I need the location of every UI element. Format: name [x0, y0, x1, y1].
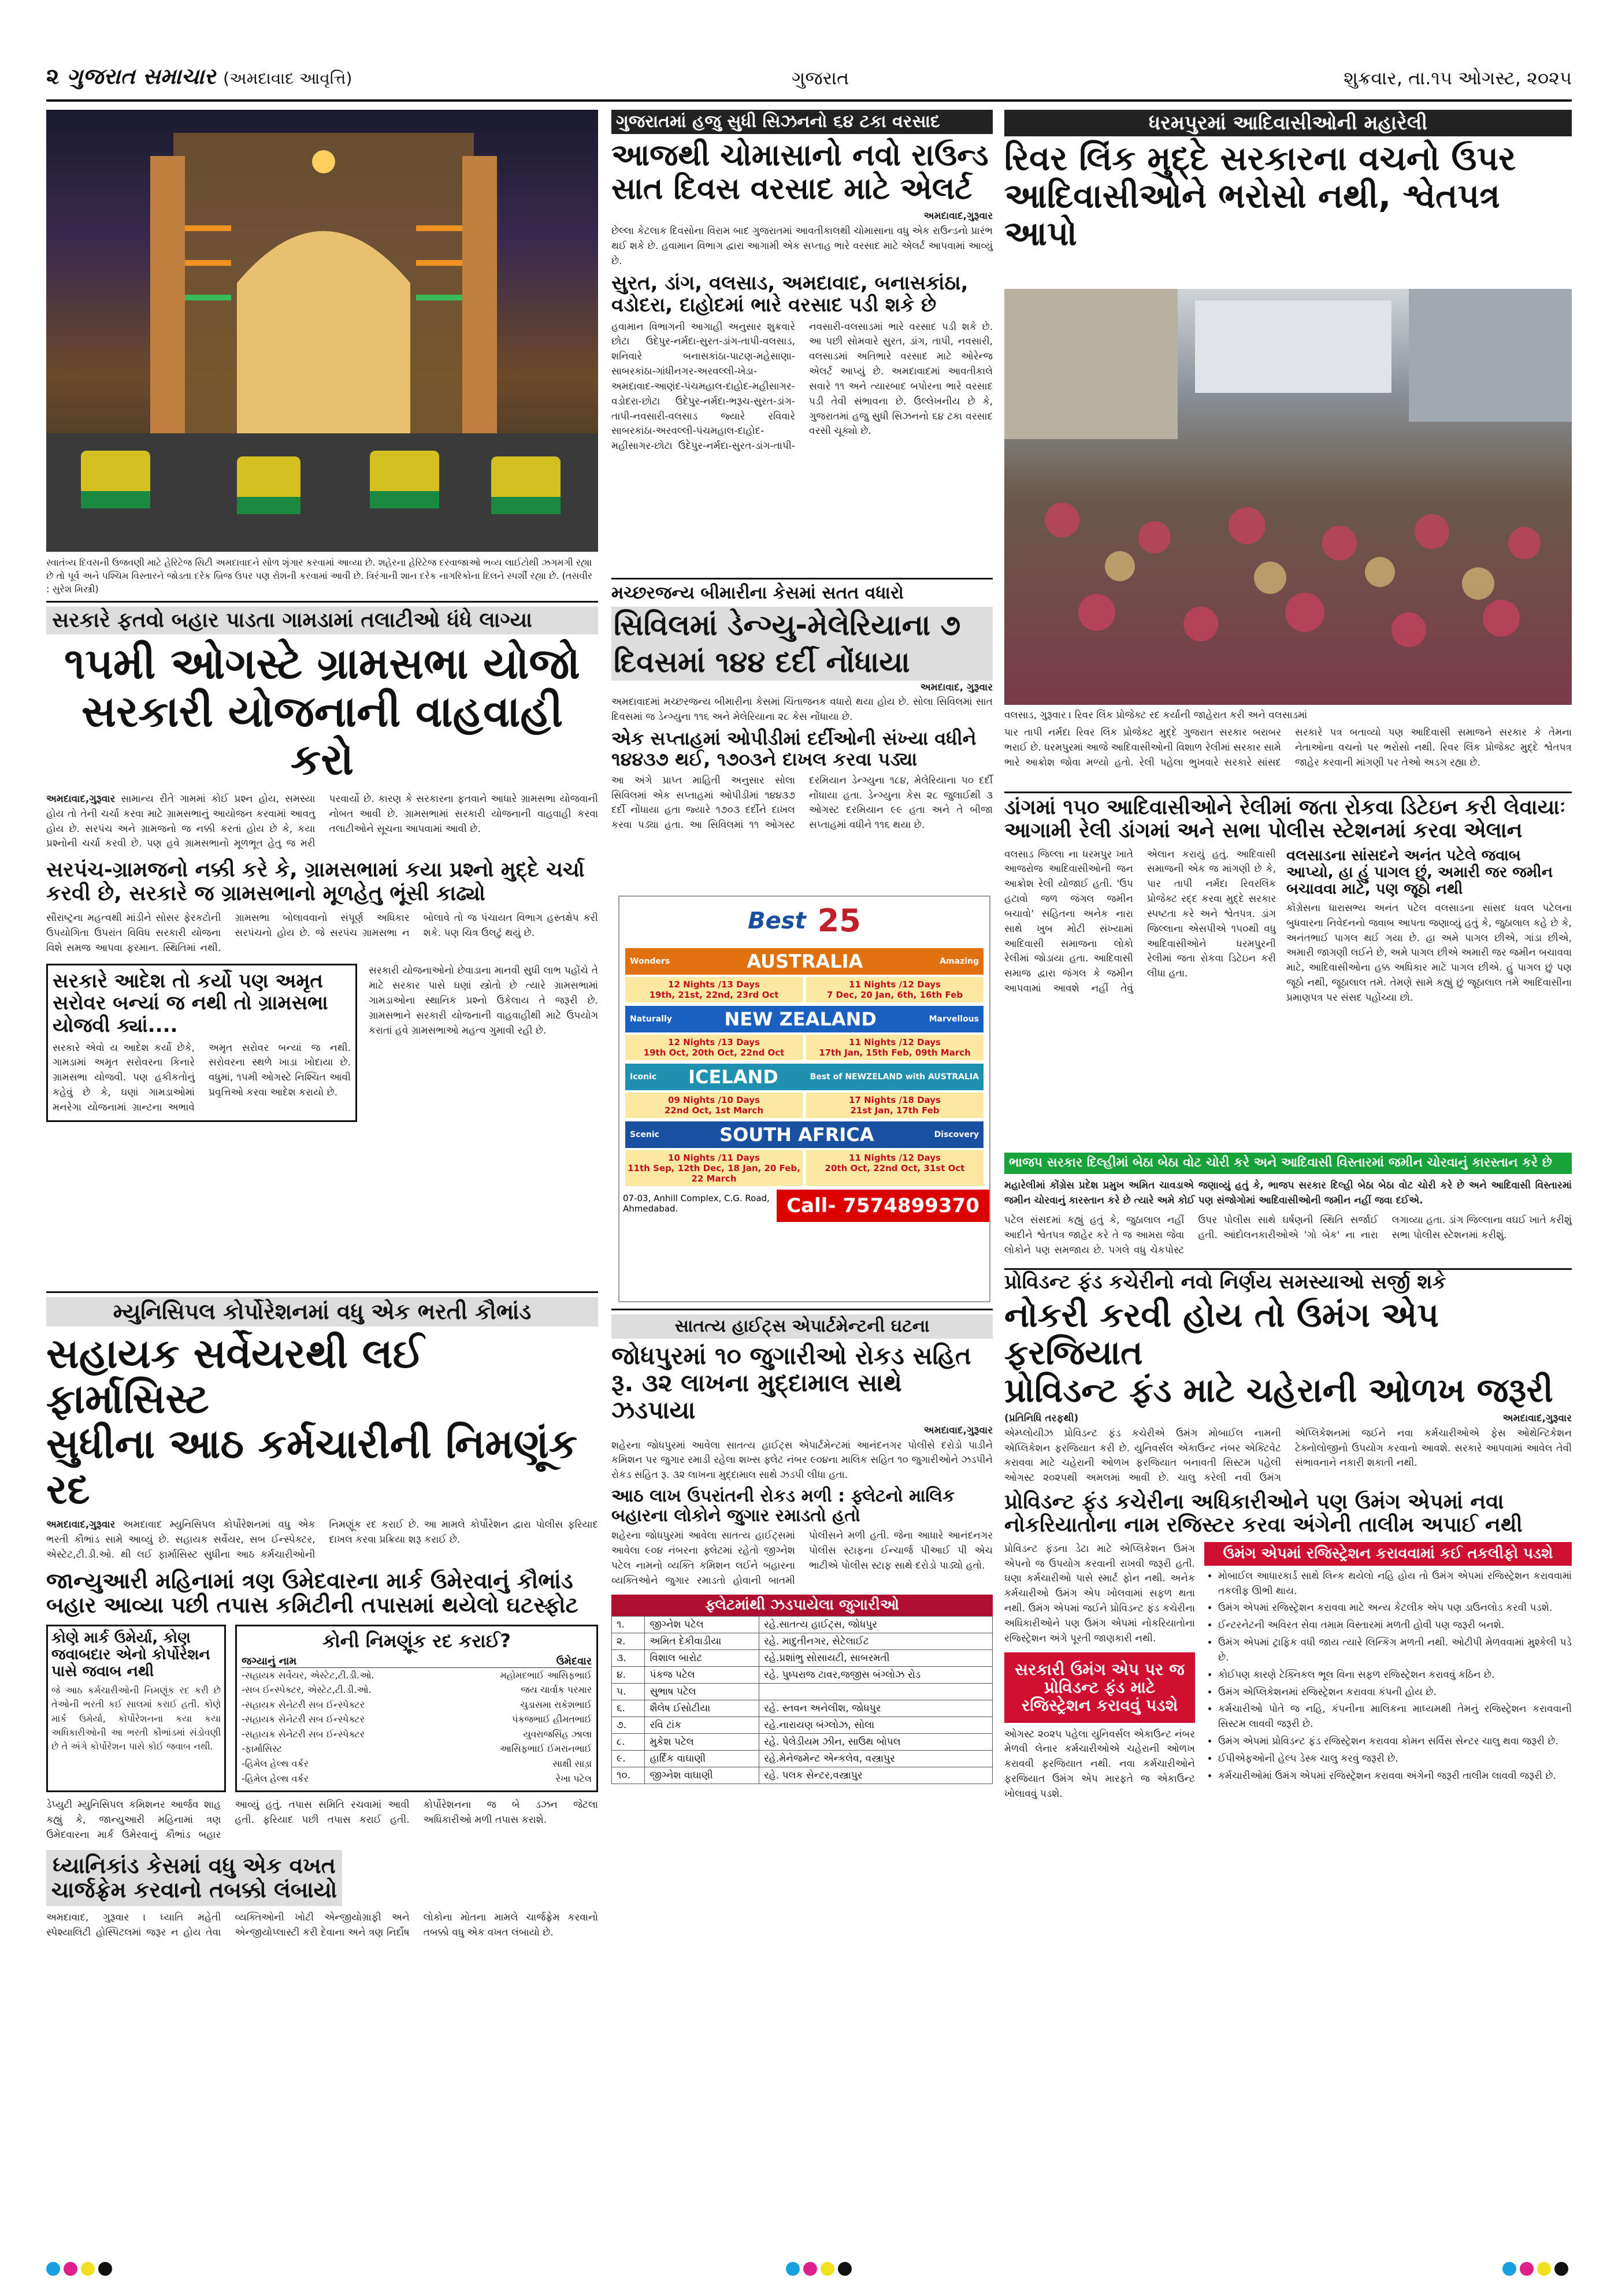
print-registration-marks: [1502, 2262, 1572, 2278]
row-number: ૨.: [612, 1633, 645, 1649]
ad-phone[interactable]: Call- 7574899370: [786, 1194, 979, 1217]
cancelled-row: [242, 1771, 592, 1786]
amc-headline-1: સહાયક સર્વેયરથી લઈ ફાર્માસિસ્ટ: [46, 1329, 424, 1422]
amc-subhead: જાન્યુઆરી મહિનામાં ત્રણ ઉમેદવારના માર્ક ઉમેરવાનું કૌભાંડ બહાર આવ્યા પછી તપાસ કમિટીની તપાસમાં થયેલો ઘટસ્ફોટ: [46, 1567, 578, 1618]
dang-body: વલસાડ જિલ્લા ના ધરમપુર ખાતે આજરોજ આદિવાસીઓની જન આક્રોશ રેલી યોજાઈ હતી. 'ઉપ હટાવો જળ જંગલ જમીન બચાવો' સહિતના અનેક નારા સાથે ખુબ મોટી સંખ્યામાં આદિવાસી સમાજના લોકો રેલીમાં જોડાયા હતા. આદિવાસી સમાજ દ્વારા જંગલ કે જમીન આપવામાં આવશે નહીં તેવું એલાન કરાયું હતું. આદિવાસી સમાજની એક જ માંગણી છે કે, પાર તાપી નર્મદા રિવરલિંક પ્રોજેક્ટ રદ્દ કરવા મુદ્દે સરકાર સ્પષ્ટતા કરે અને શ્વેતપત્ર. ડાંગ જિલ્લાના એસપીએ ૧૫૦થી વધુ આદિવાસીઓને ધરમપુરની રેલીમાં જતા રોકવા ડિટેઇન કરી લીધા હતા.: [1004, 848, 1276, 995]
cancelled-list-head: કોની નિમણૂંક રદ કરાઈ?: [322, 1629, 511, 1652]
jodhpur-gambling-story: [611, 1314, 993, 1784]
ad-dates-right: 17 Nights /18 Days 21st Jan, 17th Feb: [806, 1093, 984, 1118]
cancelled-candidate: આસિફભાઈ ઈમરાનભાઈ: [499, 1743, 592, 1755]
list-item: • ઉમંગ એપમાં રજિસ્ટ્રેશન કરાવવા માટે અન્ય કેટલીક એપ પણ ડાઉનલોડ કરવી પડશે.: [1218, 1601, 1572, 1616]
cancelled-post: -સહાયક સેનેટરી સબ ઈન્સ્પેક્ટર: [242, 1714, 365, 1725]
table-row: [612, 1683, 993, 1700]
dang-headline-2: આગામી રેલી ડાંગમાં અને સભા પોલીસ સ્ટેશનમાં કરવા એલાન: [1004, 819, 1523, 843]
amrut-sarovar-box: [46, 964, 357, 1121]
paper-name: ગુજરાત સમાચાર: [66, 64, 216, 89]
row-number: ૧૦.: [612, 1767, 645, 1784]
ad-destination-name: SOUTH AFRICA: [719, 1124, 874, 1146]
gramsabha-body-3: સરકારી યોજનાઓનો છેવાડાના માનવી સુધી લાભ પહોંચે તે માટે સરકાર પાસે ઘણાં સ્ત્રોતો છે ત્યારે ગ્રામસભામાં ગામડાઓના સ્થાનિક પ્રશ્નો ઉકેલાય તે જરૂરી છે. ગ્રામસભાને સરકારી યોજનાની વાહવાહીથી માટે ઉપયોગ કરાતાં હવે ગ્રામસભાઓ મહત્વ ગુમાવી રહી છે.: [369, 965, 598, 1036]
cancelled-candidate: સાક્ષી સાડ઼ા: [552, 1758, 592, 1770]
gramsabha-headline-2: સરકારી યોજનાની વાહવાહી કરો: [81, 687, 563, 785]
gambler-address: રહે. પલક સેન્ટર,વસ્ત્રાપુર: [759, 1767, 992, 1784]
pf-subhead: પ્રોવિડન્ટ ફંડ કચેરીના અધિકારીઓને પણ ઉમંગ એપમાં નવા નોકરિયાતોના નામ રજિસ્ટર કરવા અંગેની તાલીમ અપાઈ નથી: [1004, 1490, 1523, 1537]
ad-destination-name: NEW ZEALAND: [724, 1008, 877, 1030]
green-banner: ભાજપ સરકાર દિલ્હીમાં બેઠા બેઠા વોટ ચોરી કરે અને આદિવાસી વિસ્તારમાં જમીન ચોરવાનું કારસ્તાન કરે છે: [1004, 1153, 1572, 1174]
gambler-address: રહે. પેલેડીયમ ઝીન, સાઉથ બોપલ: [759, 1733, 992, 1750]
amc-body: અમદાવાદ,ગુરૂવાર અમદાવાદ મ્યુનિસિપલ કોર્પોરેશનમાં વધુ એક ભરતી કૌભાંડ સામે આવ્યું છે. સહાયક સર્વેયર, સબ ઈન્સ્પેક્ટર, એસ્ટેટ,ટી.ડી.ઓ. થી લઈ ફાર્માસિસ્ટ સુધીના આઠ કર્મચારીઓની નિમણૂંક રદ કરાઈ છે. આ મામલે કોર્પોરેશન દ્વારા પોલીસ ફરિયાદ દાખલ કરવા પ્રક્રિયા શરૂ કરાઈ છે.: [46, 1519, 598, 1561]
cancelled-appointments-box: [235, 1625, 598, 1793]
jodhpur-headline-1: જોધપુરમાં ૧૦ જુગારીઓ રોકડ સહિત: [611, 1341, 971, 1370]
amc-box-headline: કોણે માર્ક ઉમેર્યા, કોણ જવાબદાર એનો કોર્પોરેશન પાસે જવાબ નથી: [51, 1629, 210, 1680]
pf-body-2: પ્રોવિડન્ટ ફંડના ડેટા માટે એપ્લિકેશન ઉમંગ એપનો જ ઉપયોગ કરવાની રાખવી જરૂરી હતી. ઘણા કર્મચારીઓ પાસે સ્માર્ટ ફોન નથી. અનેક કર્મચારીઓ ઉમંગ એપ ખોલવામાં સફળ થતા નથી. ઉમંગ એપમાં જઈને પ્રોવિડન્ટ ફંડ કચેરીના અધિકારીઓને પણ ઉમંગ એપમાં નોકરિયાતોના રજિસ્ટ્રેશન અંગે પૂરતી જાણકારી નથી.: [1004, 1543, 1195, 1644]
jodhpur-body-2: શહેરના જોધપુરમાં આવેલા સાતત્ય હાઈટ્સમાં આવેલા ૯૦૪ નંબરના ફ્લેટમાં રહેતો જીગ્નેશ પટેલ નામનો વ્યક્તિ કમિશન લઈને બહારના વ્યક્તિઓને જુગાર રમાડતો હોવાની બાતમી પોલીસને મળી હતી. જેના આધારે આનંદનગર પોલીસ સ્ટાફના ઈન્ચાર્જ પીઆઈ પી એચ ભાટીએ પોલીસ સ્ટાફ સાથે દરોડો પાડ્યો હતો.: [611, 1530, 993, 1587]
dengue-dateline: અમદાવાદ, ગુરૂવાર: [920, 681, 993, 693]
list-item: • કોઈપણ કારણે ટેક્નિકલ ભૂલ વિના સફળ રજિસ્ટ્રેશન કરાવવું કઠિન છે.: [1218, 1668, 1572, 1683]
rally-illustration: [1004, 289, 1572, 705]
row-number: ૬.: [612, 1700, 645, 1717]
green-banner-cols: પટેલ સંસદમાં કહ્યું હતું કે, જુઠાલાલ નહીં આદીને શ્વેતપત્ર જાહેર કરે તે જ આમરા જેવા લોકોને પણ સમજાય છે. પગલે વધુ ચેકપોસ્ટ ઉપર પોલીસ સાથે ઘર્ષણની સ્થિતિ સર્જાઈ હતી. આંદોલનકારીઓએ 'ગો બેક' ના નારા લગાવ્યા હતા. ડાંગ જિલ્લાના વઘઈ ખાતે કરીશું સભા પોલીસ સ્ટેશનમાં કરીશું.: [1004, 1214, 1572, 1256]
masthead: [46, 64, 1572, 98]
amc-dateline: અમદાવાદ,ગુરૂવાર: [46, 1519, 116, 1531]
cancelled-list: [242, 1668, 592, 1786]
gramsabha-story: [46, 607, 598, 1122]
list-item: • કર્મચારીઓમાં ઉમંગ એપમાં રજિસ્ટ્રેશન કરાવવા અંગેની જરૂરી તાલીમ લાવવી જરૂરી છે.: [1218, 1769, 1572, 1784]
list-item: • ઈપીએફઓની હેલ્પ ડેસ્ક ચાલુ કરવું જરૂરી છે.: [1218, 1752, 1572, 1767]
cancelled-row: [242, 1727, 592, 1742]
list-item: • ઈન્ટરનેટની અવિરત સેવા તમામ વિસ્તારમાં મળતી હોવી પણ જરૂરી બનશે.: [1218, 1618, 1572, 1633]
ad-destination[interactable]: [625, 1006, 984, 1060]
ad-destination-name: AUSTRALIA: [747, 950, 863, 972]
photo-caption: સ્વાતંત્ર્ય દિવસની ઉજવણી માટે હેરિટેજ સિટી અમદાવાદને સોળ શૃંગાર કરવામાં આવ્યા છે. શહેરના હેરિટેજ દરવાજાઓ ભવ્ય લાઈટોથી ઝગમગી રહ્યા છે તો પૂર્વ અને પશ્ચિમ વિસ્તારને જોડતા દરેક બ્રિજ ઉપર પણ રોશની કરવામાં આવી છે. ત્રિરંગાની શાન દરેક નાગરિકોના દિલને સ્પર્શી રહ્યા છે. (તસવીર : સુરેશ મિસ્ત્રી): [46, 557, 593, 595]
list-item: • ઉમંગ એપ્લિકેશનમાં રજિસ્ટ્રેશન કરાવવા કંપની હોય છે.: [1218, 1685, 1572, 1700]
cancelled-post: -સહાયક સેનેટરી સબ ઈન્સ્પેક્ટર: [242, 1699, 365, 1710]
dhyani-subhead: ધ્યાનિકાંડ કેસમાં વધુ એક વખત ચાર્જફ્રેમ કરવાનો તબક્કો લંબાયો: [46, 1850, 342, 1906]
amrut-box-headline: સરકારે આદેશ તો કર્યો પણ અમૃત સરોવર બન્યાં જ નથી તો ગ્રામસભા યોજવી ક્યાં....: [53, 969, 328, 1037]
rain-headline-1: આજથી ચોમાસાનો નવો રાઉન્ડ: [611, 138, 989, 173]
cancelled-row: [242, 1756, 592, 1771]
divider: [46, 601, 598, 603]
dharampur-headline-1: રિવર લિંક મુદ્દે સરકારના વચનો ઉપર: [1004, 139, 1516, 179]
dharampur-headline-2: આદિવાસીઓને ભરોસો નથી, શ્વેતપત્ર આપો: [1004, 176, 1500, 253]
divider: [1004, 1268, 1572, 1270]
cancelled-candidate: ચુડાસમા રાકેશભાઈ: [520, 1699, 592, 1710]
gambler-address: રહે. માદુતીનગર, સેટેલાઈટ: [759, 1633, 992, 1649]
heritage-gate-illustration: [46, 110, 598, 552]
gambler-name: સુભાષ પટેલ: [645, 1683, 759, 1700]
rain-headline-2: સાત દિવસ વરસાદ માટે એલર્ટ: [611, 171, 973, 206]
ad-tag-right: Amazing: [940, 957, 979, 966]
issue-date: શુક્રવાર, તા.૧૫ ઓગસ્ટ, ૨૦૨૫: [1344, 67, 1572, 89]
rain-subhead: સુરત, ડાંગ, વલસાડ, અમદાવાદ, બનાસકાંઠા, વડોદરા, દાહોદમાં ભારે વરસાદ પડી શકે છે: [611, 272, 968, 317]
photo-credit: (તસવીર : સુરેશ મિસ્ત્રી): [46, 570, 593, 595]
ad-brand: Best: [748, 907, 806, 934]
dang-detention-story: [1004, 796, 1572, 1006]
ad-tag-left: Wonders: [630, 957, 670, 966]
gramsabha-kicker: સરકારે ફતવો બહાર પાડતા ગામડામાં તલાટીઓ ધંધે લાગ્યા: [46, 607, 598, 634]
umang-pf-story: [1004, 1271, 1572, 1802]
amc-accountability-box: [46, 1625, 226, 1793]
divider: [1004, 792, 1572, 793]
pf-kicker: પ્રોવિડન્ટ ફંડ કચેરીનો નવો નિર્ણય સમસ્યાઓ સર્જી શકે: [1004, 1270, 1446, 1294]
pf-byline: (પ્રતિનિધિ તરફથી): [1004, 1412, 1079, 1424]
ad-destination[interactable]: [625, 1121, 984, 1186]
pf-body: એમ્પ્લોયીઝ પ્રોવિડન્ટ ફંડ કચેરીએ ઉમંગ મોબાઈલ નામની એપ્લિકેશન ફરજિયાત કરી છે. યુનિવર્સલ એકાઉન્ટ નંબર એક્ટિવેટ કરાવવા માટે ચહેરાની ઓળખ ફરજિયાત બનાવતી સિસ્ટમ પહેલી ઓગસ્ટ ૨૦૨૫થી અમલમાં આવી છે. ચાલુ કરેલી નવી ઉમંગ એપ્લિકેશનમાં જઈને નવા કર્મચારીઓએ ફેસ ઓથેન્ટિકેશન ટેક્નોલોજીનો ઉપયોગ કરવાનો આવશે. સરકારે આપવામાં આવેલ તેવી સંભાવનાને નકારી શકાતી નથી.: [1004, 1427, 1572, 1484]
jodhpur-headline-2: રૂ. ૩૨ લાખના મુદ્દામાલ સાથે ઝડપાયા: [611, 1368, 902, 1424]
gambler-address: [759, 1683, 992, 1700]
cancelled-candidate: મહોમદભાઈ આસિફભાઈ: [500, 1669, 592, 1681]
amrut-box-body: સરકારે એવો ય આદેશ કર્યો છેકે, ગામડામાં અમૃત સરોવરના કિનારે ગ્રામસભા યોજવી. પણ હકીકતોનું કહેવું છે કે, ઘણાં ગામડાઓમાં મનરેગા યોજનામાં ગ્રાન્ટના અભાવે અમૃત સરોવર બન્યાં જ નથી. સરોવરના સ્થળે ખાડા ખોદાયા છે. વધુમાં, ૧૫મી ઓગસ્ટે નિશ્ચિત આવી પ્રવૃત્તિઓ કરવા આદેશ કરાયો છે.: [53, 1042, 351, 1113]
dengue-headline-2: દિવસમાં ૧૪૪ દર્દી નોંધાયા: [611, 644, 993, 681]
ad-tag-right: Best of NEWZELAND with AUSTRALIA: [810, 1072, 979, 1082]
ad-destination-name: ICELAND: [688, 1066, 778, 1088]
cancelled-candidate: રેખા પટેલ: [555, 1773, 592, 1784]
ad-tag-right: Marvellous: [929, 1015, 979, 1024]
row-number: ૯.: [612, 1750, 645, 1767]
table-row: [612, 1616, 993, 1633]
pf-callout: સરકારી ઉમંગ એપ પર જ પ્રોવિડન્ટ ફંડ માટે રજિસ્ટ્રેશન કરાવવું પડશે: [1004, 1652, 1195, 1723]
dharampur-kicker: ધરમપુરમાં આદિવાસીઓની મહારેલી: [1004, 110, 1572, 136]
ad-tag-right: Discovery: [934, 1130, 979, 1139]
table-row: [612, 1733, 993, 1750]
cancelled-row: [242, 1682, 592, 1697]
jodhpur-subhead: આઠ લાખ ઉપરાંતની રોકડ મળી : ફ્લેટનો માલિક બહારના લોકોને જુગાર રમાડતો હતો: [611, 1486, 955, 1526]
gramsabha-body: અમદાવાદ,ગુરૂવાર સામાન્ય રીતે ગામમાં કોઈ પ્રશ્ન હોય, સમસ્યા હોય તો તેની ચર્ચા કરવા માટે ગ્રામસભાનું આયોજન કરવામાં આવતુ હોય છે. સરપંચ અને ગ્રામજનો જ નક્કી કરતાં હોય છે કે, કયા પ્રશ્નોની ચર્ચા કરવી છે. પણ હવે ગ્રામસભાનો મૂળભૂત હેતુ જ મરી પરવાર્યો છે. કારણ કે સરકારના ફતવાને આધારે ગ્રામસભા યોજવાની નોબત આવી છે. ગ્રામસભામાં સરકારી યોજનાની વાહવાહી કરવા તલાટીઓને સૂચના આપવામાં આવી છે.: [46, 793, 598, 850]
amc-recruitment-story: [46, 1297, 598, 1941]
pf-tips-head: ઉમંગ એપમાં રજિસ્ટ્રેશન કરાવવામાં કઈ તકલીફો પડશે: [1204, 1542, 1572, 1566]
ad-destinations: [619, 948, 989, 1186]
row-number: ૭.: [612, 1717, 645, 1733]
gambler-address: રહે.મેનેજમેન્ટ એન્કલેવ, વસ્ત્રાપુર: [759, 1750, 992, 1767]
list-item: • ઉમંગ એપમાં પ્રોવિડન્ટ ફંડ રજિસ્ટ્રેશન કરાવવા કોમન સર્વિસ સેન્ટર ચાલુ થવા જરૂરી છે.: [1218, 1734, 1572, 1749]
ad-dates-right: 11 Nights /12 Days 20th Oct, 22nd Oct, 31st Oct: [806, 1150, 984, 1186]
valsad-mp-headline: વલસાડના સાંસદને અનંત પટેલે જવાબ આપ્યો, હા હું પાગલ છું, અમારી જર જમીન બચાવવા માટે, પણ જૂઠો નથી: [1286, 846, 1553, 898]
section-name: ગુજરાત: [792, 67, 849, 89]
gramsabha-body-2: સૌરાષ્ટ્રના મહત્વથી માંડીને સોસર ફેરકટોની ઉપયોગિતા ઉપરાંત વિવિધ સરકારી યોજના વિશે સમજ આપવા ફરમાન. સ્થિતિમાં નથી. ગ્રામસભા બોલાવવાનો સંપૂર્ણ અધિકાર સરપંચનો હોય છે. જે સરપંચ ગ્રામસભા ન બોલાવે તો જ પંચાયત વિભાગ હસ્તક્ષેપ કરી શકે. પણ ચિત્ર ઉલટું થયું છે.: [46, 912, 598, 954]
cancelled-post: -સબ ઈન્સ્પેક્ટર, એસ્ટેટ,ટી.ડી.ઓ.: [242, 1684, 372, 1696]
gambler-address: રહે. સ્તવન અનેલીશ, જોધપુર: [759, 1700, 992, 1717]
pf-tips-list: [1204, 1569, 1572, 1784]
masthead-rule: [46, 99, 1572, 102]
table-row: [612, 1767, 993, 1784]
ad-dates-right: 11 Nights /12 Days 17th Jan, 15th Feb, 09th March: [806, 1035, 984, 1060]
amc-headline-2: સુધીના આઠ કર્મચારીની નિમણૂંક રદ: [46, 1420, 578, 1513]
print-registration-marks: [46, 2262, 116, 2278]
gambler-name: શૈલેષ ઈસોટીયા: [645, 1700, 759, 1717]
gambler-name: પંકજ પટેલ: [645, 1666, 759, 1683]
amc-body-2: ડેપ્યુટી મ્યુનિસિપલ કમિશનર આર્જવ શાહ કહ્યું કે, જાન્યુઆરી મહિનામાં ત્રણ ઉમેદવારના માર્ક ઉમેરવાનું કૌભાંડ બહાર આવ્યું હતું. તપાસ સમિતિ રચવામાં આવી હતી. ફરિયાદ પછી તપાસ કરાઈ હતી. કોર્પોરેશનના જ બે ડઝન જેટલા અધિકારીઓ મળી તપાસ કરાશે.: [46, 1799, 598, 1841]
dengue-headline-1: સિવિલમાં ડેન્ગ્યુ-મેલેરિયાના ૭: [611, 607, 993, 644]
gambler-address: રહે. પુષ્પરાજ ટાવર,જજીસ બંગ્લોઝ રોડ: [759, 1666, 992, 1683]
pf-headline-2: પ્રોવિડન્ટ ફંડ માટે ચહેરાની ઓળખ જરૂરી: [1004, 1370, 1553, 1410]
gambler-name: મુકેશ પટેલ: [645, 1733, 759, 1750]
cancelled-candidate: પંકજભાઈ હીમતભાઈ: [512, 1714, 592, 1725]
list-item: • કર્મચારીઓ પોતે જ નહિ, કંપનીના માલિકના માધ્યમથી તેમનું રજિસ્ટ્રેશન કરાવવાની સિસ્ટમ લાવવી જરૂરી છે.: [1218, 1702, 1572, 1732]
ad-destination[interactable]: [625, 948, 984, 1002]
list-item: • ઉમંગ એપમાં ટ્રાફિક વધી જાય ત્યારે લિન્કિંગ મળતી નથી. ઓટીપી મેળવવામાં મુશ્કેલી પડે છે.: [1218, 1636, 1572, 1666]
cancelled-row: [242, 1668, 592, 1683]
dengue-body: આ અંગે પ્રાપ્ત માહિતી અનુસાર સોલા સિવિલમાં એક સપ્તાહમાં ઓપીડીમાં ૧૪૪૩૭ દર્દી નોંધાયા હતા જ્યારે ૧૭૦૩ દર્દીને દાખલ કરવા પડ્યા હતા. આ સિવિલમાં ૧૧ ઓગસ્ટ દરમિયાન ડેન્ગ્યુના ૧૮૪, મેલેરિયાના ૫૦ દર્દી નોંધાયા હતા. ડેન્ગ્યુના કેસ ૨૮ જુલાઈથી ૩ ઓગસ્ટ દરમિયાન ૯૯ હતા અને તે બીજા સપ્તાહમાં વધીને ૧૧૬ થયા છે.: [611, 774, 993, 831]
cancelled-post: -સહાયક સર્વેયર, એસ્ટેટ,ટી.ડી.ઓ.: [242, 1669, 374, 1681]
gramsabha-subhead: સરપંચ-ગ્રામજનો નક્કી કરે કે, ગ્રામસભામાં કયા પ્રશ્નો મુદ્દે ચર્ચા કરવી છે, સરકારે જ ગ્રામસભાનો મૂળહેતુ ભૂંસી કાઢ્યો: [46, 858, 585, 905]
ad-dates-left: 12 Nights /13 Days 19th Oct, 20th Oct, 22nd Oct: [625, 1035, 803, 1060]
dang-headline-1: ડાંગમાં ૧૫૦ આદિવાસીઓને રેલીમાં જતા રોકવા ડિટેઇન કરી લેવાયાઃ: [1004, 796, 1566, 819]
gambler-address: રહે.નારાયણ બંગ્લોઝ, સોલા: [759, 1717, 992, 1733]
gamblers-table: [611, 1616, 993, 1784]
ad-dates-left: 10 Nights /11 Days 11th Sep, 12th Dec, 18 Jan, 20 Feb, 22 March: [625, 1150, 803, 1186]
pf-dateline: અમદાવાદ,ગુરૂવાર: [1502, 1412, 1572, 1424]
divider: [46, 1291, 598, 1293]
cancelled-row: [242, 1712, 592, 1727]
ad-tag-left: Iconic: [630, 1072, 657, 1082]
row-number: ૧.: [612, 1616, 645, 1633]
gramsabha-dateline: અમદાવાદ,ગુરૂવાર: [46, 793, 116, 805]
heritage-gate-photo: [46, 110, 598, 552]
travel-ad[interactable]: [618, 896, 990, 1302]
gambler-address: રહે.સાતત્ય હાઈટ્સ, જોધપુર: [759, 1616, 992, 1633]
dharampur-body: પાર તાપી નર્મદા રિવર લિંક પ્રોજેક્ટ મુદ્દે ગુજરાત સરકાર બરાબર ભરાઈ છે. ધરમપુરમાં આજે આદિવાસીઓની વિશાળ રેલીમાં સરકાર સામે ભારે આક્રોશ જોવા મળ્યો હતો. રેલી પહેલા ભુખવારે સરકારે સાંસદ સરકારે પત્ર બતાવ્યો પણ આદિવાસી સમાજને સરકાર કે તેમના નેતાઓના વચનો પર ભરોસો નથી. રિવર લિંક પ્રોજેક્ટ મુદ્દે શ્વેતપત્ર જાહેર કરવાની માંગણી પર તેઓ અડગ રહ્યા છે.: [1004, 727, 1572, 768]
amc-box-body: જે આઠ કર્મચારીઓની નિમણૂંક રદ કરી છે તેઓની ભરતી કઈ સાલમાં કરાઈ હતી. કોણે માર્ક ઉમેર્યા, કોર્પોરેશનના કયા કયા અધિકારીઓની આ ભરતી કૌભાંડમાં સંડોવણી છે તે અંગે કોર્પોરેશન પાસે કોઈ જવાબ નથી.: [51, 1685, 221, 1752]
ad-dates-left: 09 Nights /10 Days 22nd Oct, 1st March: [625, 1093, 803, 1118]
gambler-address: રહે.પ્રશાંભુ સોસાયટી, સાબરમતી: [759, 1649, 992, 1666]
cancelled-row: [242, 1741, 592, 1756]
rally-crowd-photo: [1004, 289, 1572, 705]
divider: [611, 1309, 993, 1310]
dengue-lead: અમદાવાદમાં મચ્છરજન્ય બીમારીના કેસમાં ચિંતાજનક વધારો થયા હોય છે. સોલા સિવિલમાં સાત દિવસમાં જ ડેન્ગ્યુના ૧૧૬ અને મેલેરિયાના ૨૮ કેસ નોંધાયા છે.: [611, 696, 993, 723]
gambler-name: જીગ્નેશ વાઘાણી: [645, 1767, 759, 1784]
rain-dateline: અમદાવાદ,ગુરૂવાર: [923, 210, 993, 222]
ad-tag-left: Naturally: [630, 1015, 672, 1024]
valsad-mp-body: કોંગ્રેસના ધારાસભ્ય અનંત પટેલ વલસાડના સાંસદ ધવલ પટેલના બુધવારના નિવેદનનો જવાબ આપતા જણાવ્યું હતું કે, જુઠાલાલ કહે છે કે, અનંતભાઈ પાગલ થઈ ગયા છે. હા અમે પાગલ છીએ, ગાંડા છીએ, અમારી જાગણી લઈને છે, અમે પાગલ છીએ અમારી જર જમીન બચાવવા માટે, આદિવાસીઓના હક્ક અધિકાર માટે પાગલ છીએ. હું પાગલ છું પણ જૂઠો નથી, જૂઠાલાલ તમે. તેમણે સામે કહ્યું છું જૂઠાલાલ તમે આદિવાસીના પ્રમાણપત્ર પર સંસદ પહોંચ્યા છો.: [1286, 902, 1572, 1004]
dengue-kicker: મચ્છરજન્ય બીમારીના કેસમાં સતત વધારો: [611, 583, 904, 603]
print-registration-marks: [786, 2262, 855, 2278]
cancelled-post: -હિમેલ હેલ્થ વર્કર: [242, 1773, 309, 1784]
jodhpur-body: શહેરના જોધપુરમાં આવેલા સાતત્ય હાઈટ્સ એપાર્ટમેન્ટમાં આનંદનગર પોલીસે દરોડો પાડીને કમિશન પર જુગાર રમાડી રહેલા શખ્સ ફ્લેટ નંબર ૯૦૪ના માલિક સહિત ૧૦ જુગારીઓને ઝડપીને રોકડ સહિત રૂ. ૩૨ લાખના મુદ્દામાલ સાથે ઝડપી લીધા હતા.: [611, 1439, 993, 1481]
rain-body: હવામાન વિભાગની આગાહી અનુસાર શુક્રવારે છોટા ઉદેપુર-નર્મદા-સુરત-ડાંગ-તાપી-વલસાડ, શનિવારે બનાસકાંઠા-પાટણ-મહેસાણા-સાબરકાંઠા-ગાંધીનગર-અરવલ્લી-ખેડા-અમદાવાદ-આણંદ-પંચમહાલ-દાહોદ-મહીસાગર-વડોદરા-છોટા ઉદેપુર-નર્મદા-ભરૂચ-સુરત-ડાંગ-તાપી-નવસારી-વલસાડ જ્યારે રવિવારે સાબરકાંઠા-અરવલ્લી-પંચમહાલ-દાહોદ-મહીસાગર-છોટા ઉદેપુર-નર્મદા-સુરત-ડાંગ-તાપી-નવસારી-વલસાડમાં ભારે વરસાદ પડી શકે છે. આ પછી સોમવારે સુરત, ડાંગ, તાપી, નવસારી, વલસાડમાં અતિભારે વરસાદ માટે ઓરેન્જ એલર્ટ આપ્યું છે. અમદાવાદમાં આવતીકાલે સવારે ૧૧ અને ત્યારબાદ બપોરના ભારે વરસાદ પડી તેવી સંભાવના છે. ઉલ્લેખનીય છે કે, ગુજરાતમાં હજુ સુધી સિઝનનો ૬૪ ટકા વરસાદ વરસી ચૂક્યો છે.: [611, 321, 993, 452]
cancelled-post: -સહાયક સેનેટરી સબ ઈન્સ્પેક્ટર: [242, 1728, 365, 1740]
table-row: [612, 1700, 993, 1717]
green-banner-body: મહારેલીમાં કોંગ્રેસ પ્રદેશ પ્રમુખ અમિત ચાવડાએ જણાવ્યું હતું કે, ભાજપ સરકાર દિલ્હી બેઠા બેઠા વોટ ચોરી કરે છે અને આદિવાસી વિસ્તારમાં જમીન ચોરવાનું કારસ્તાન કરે છે ત્યારે અમે કોઈ પણ સંજોગોમાં આદિવાસીઓની જમીન નહીં જવા દઈએ.: [1004, 1180, 1572, 1206]
ad-tag-left: Scenic: [630, 1130, 659, 1139]
gambler-name: અમિત દેકીવાડીયા: [645, 1633, 759, 1649]
edition: (અમદાવાદ આવૃત્તિ): [223, 69, 352, 88]
gambler-name: વિશાલ બારોટ: [645, 1649, 759, 1666]
ad-dates-right: 11 Nights /12 Days 7 Dec, 20 Jan, 6th, 16th Feb: [806, 977, 984, 1002]
cancelled-candidate: જય ચાર્વાક પરમાર: [521, 1684, 592, 1696]
ad-destination[interactable]: [625, 1064, 984, 1118]
divider: [611, 578, 993, 579]
ad-dates-left: 12 Nights /13 Days 19th, 21st, 22nd, 23rd Oct: [625, 977, 803, 1002]
table-row: [612, 1750, 993, 1767]
dengue-story: [611, 584, 993, 833]
valsad-mp-reply: [1286, 848, 1572, 1006]
row-number: ૩.: [612, 1649, 645, 1666]
gamblers-table-head: ફ્લેટમાંથી ઝડપાયેલા જુગારીઓ: [611, 1595, 993, 1616]
gambler-name: હાર્દિક વાઘાણી: [645, 1750, 759, 1767]
rain-story: [611, 110, 993, 454]
row-number: ૮.: [612, 1733, 645, 1750]
gramsabha-headline-1: ૧૫મી ઓગસ્ટે ગ્રામસભા યોજો: [64, 639, 580, 689]
rain-kicker: ગુજરાતમાં હજુ સુધી સિઝનનો ૬૪ ટકા વરસાદ: [611, 110, 993, 134]
page-number: ૨ ગુજરાત સમાચાર (અમદાવાદ આવૃત્તિ): [46, 64, 352, 89]
ad-years-badge: 25: [817, 902, 861, 939]
cancelled-post: -હિમેલ હેલ્થ વર્કર: [242, 1758, 309, 1770]
row-number: ૫.: [612, 1683, 645, 1700]
dengue-subhead: એક સપ્તાહમાં ઓપીડીમાં દર્દીઓની સંખ્યા વધીને ૧૪૪૩૭ થઈ, ૧૭૦૩ને દાખલ કરવા પડ્યા: [611, 727, 977, 770]
amc-kicker: મ્યુનિસિપલ કોર્પોરેશનમાં વધુ એક ભરતી કૌભાંડ: [46, 1297, 598, 1327]
jodhpur-dateline: અમદાવાદ,ગુરૂવાર: [923, 1424, 993, 1436]
jodhpur-kicker: સાતત્ય હાઈટ્સ એપાર્ટમેન્ટની ઘટના: [611, 1314, 993, 1339]
dharampur-caption: વલસાડ, ગુરૂવાર । રિવર લિંક પ્રોજેક્ટ રદ કર્યાની જાહેરાત કરી અને વલસાડમાં: [1004, 709, 1308, 721]
pf-body-3: ઓગસ્ટ ૨૦૨૫ પહેલા યુનિવર્સલ એકાઉન્ટ નંબર મેળવી લેનાર કર્મચારીઓએ ચહેરાની ઓળખ કરાવવી ફરજિયાત નથી. નવા કર્મચારીઓને ફરજિયાત ઉમંગ એપ મારફતે જ એકાઉન્ટ ખોલાવવું પડશે.: [1004, 1728, 1195, 1800]
cancelled-row: [242, 1697, 592, 1712]
table-row: [612, 1666, 993, 1683]
cancelled-post: -ફાર્માસિસ્ટ: [242, 1743, 283, 1755]
table-row: [612, 1633, 993, 1649]
gambler-name: રવિ ટાંક: [645, 1717, 759, 1733]
dhyani-body: અમદાવાદ, ગુરૂવાર । ધ્યાતિ મહેતી સ્પેશ્યાલિટી હોસ્પિટલમાં જરૂર ન હોય તેવા વ્યક્તિઓની ખોટી એન્જીયોગ્રાફી અને એન્જીયોપ્લાસ્ટી કરી દેવાના અને ત્રણ નિર્દોષ લોકોના મોતના મામલે ચાર્જફ્રેમ કરવાનો તબક્કો વધુ એક વખત લંબાયો છે.: [46, 1911, 598, 1938]
table-row: [612, 1649, 993, 1666]
cancelled-col-candidate: ઉમેદવાર: [556, 1655, 592, 1667]
gambler-name: જીગ્નેશ પટેલ: [645, 1616, 759, 1633]
cancelled-col-post: જગ્યાનું નામ: [242, 1655, 297, 1667]
list-item: • મોબાઈલ આધારકાર્ડ સાથે લિન્ક થયેલો નહિ હોય તો ઉમંગ એપમાં રજિસ્ટ્રેશન કરાવવામાં તકલીફ ઊભી થાય.: [1218, 1569, 1572, 1599]
table-row: [612, 1717, 993, 1733]
cancelled-candidate: યુવરાજસિંહ ઝાલા: [523, 1728, 592, 1740]
ad-address: 07-03, Anhill Complex, C.G. Road, Ahmedabad.: [619, 1190, 777, 1222]
row-number: ૪.: [612, 1666, 645, 1683]
pf-headline-1: નોકરી કરવી હોય તો ઉમંગ એપ ફરજિયાત: [1004, 1295, 1439, 1373]
rain-lead: છેલ્લા કેટલાક દિવસોના વિરામ બાદ ગુજરાતમાં આવતીકાલથી ચોમાસાના વધુ એક રાઉન્ડનો પ્રારંભ થઈ શકે છે. હવામાન વિભાગ દ્વારા આગામી એક સપ્તાહ ભારે વરસાદ માટે એલર્ટ આપવામાં આવ્યું છે.: [611, 225, 993, 267]
dharampur-rally-story: [1004, 110, 1572, 252]
